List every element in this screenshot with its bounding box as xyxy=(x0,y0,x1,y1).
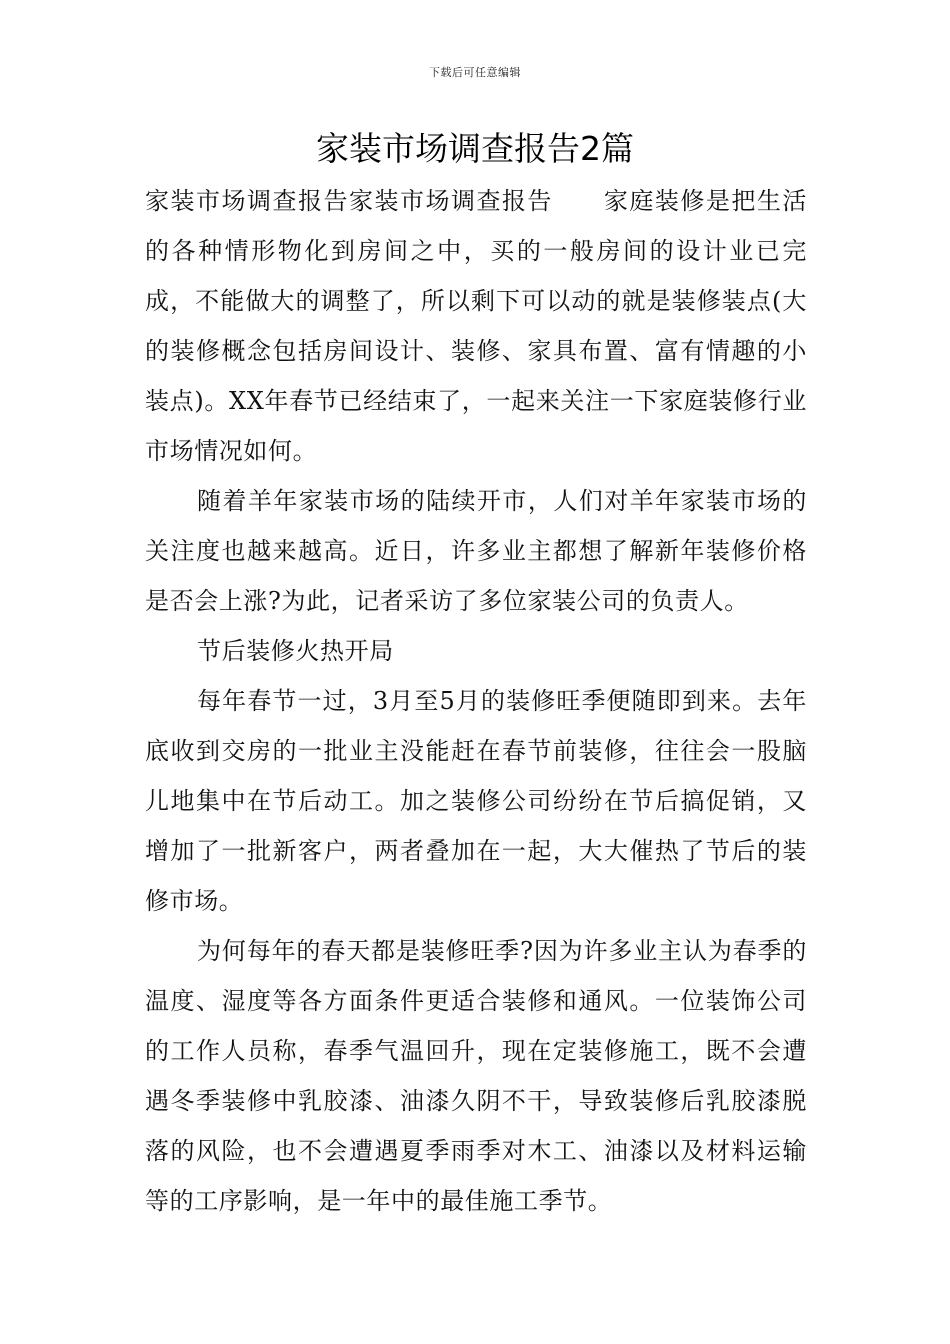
paragraph-spring-reason: 为何每年的春天都是装修旺季?因为许多业主认为春季的温度、湿度等各方面条件更适合装修和通风。一位装饰公司的工作人员称，春季气温回升，现在定装修施工，既不会遭遇冬季装修中乳胶漆、油漆久阴不干，导致装修后乳胶漆脱落的风险，也不会遭遇夏季雨季对木工、油漆以及材料运输等的工序影响，是一年中的最佳施工季节。 xyxy=(145,937,807,1215)
section-heading: 节后装修火热开局 xyxy=(197,637,394,665)
paragraph-market-opening: 随着羊年家装市场的陆续开市，人们对羊年家装市场的关注度也越来越高。近日，许多业主都想了解新年装修价格是否会上涨?为此，记者采访了多位家装公司的负责人。 xyxy=(145,487,807,615)
document-title: 家装市场调查报告2篇 xyxy=(316,129,634,168)
paragraph-peak-season: 每年春节一过，3月至5月的装修旺季便随即到来。去年底收到交房的一批业主没能赶在春节前装修，往往会一股脑儿地集中在节后动工。加之装修公司纷纷在节后搞促销，又增加了一批新客户，两者叠加在一起，大大催热了节后的装修市场。 xyxy=(145,687,807,915)
document-body xyxy=(145,176,807,1226)
header-note: 下载后可任意编辑 xyxy=(429,66,521,79)
paragraph-intro: 家装市场调查报告家装市场调查报告 家庭装修是把生活的各种情形物化到房间之中，买的一般房间的设计业已完成，不能做大的调整了，所以剩下可以动的就是装修装点(大的装修概念包括房间设计、装修、家具布置、富有情趣的小装点)。XX年春节已经结束了，一起来关注一下家庭装修行业市场情况如何。 xyxy=(145,187,807,465)
